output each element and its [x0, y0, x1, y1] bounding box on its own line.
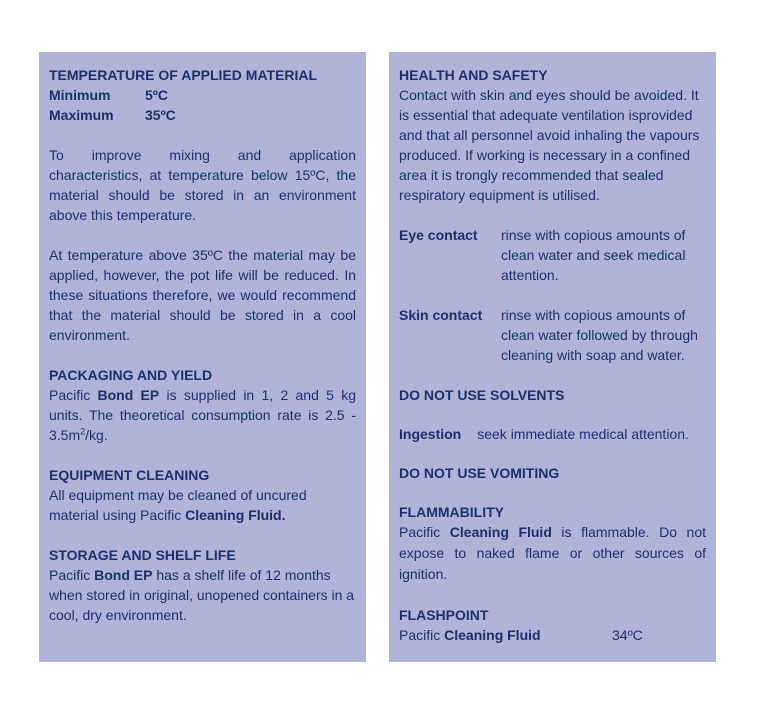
flammability-product: Cleaning Fluid [449, 524, 552, 540]
flammability-text-body: is flammable. Do not expose to naked flame or other sources of ignition. [399, 524, 707, 582]
skin-contact-label: Skin contact [399, 307, 483, 323]
right-panel [389, 52, 716, 662]
health-heading: HEALTH AND SAFETY [399, 67, 548, 83]
flashpoint-product-line [399, 625, 612, 645]
packaging-text-body: is supplied in 1, 2 and 5 kg units. The theoretical consumption rate is 2.5 - 3.5m [49, 387, 356, 443]
cleaning-text-body: All equipment may be cleaned of uncured material using Pacific [49, 487, 307, 523]
eye-contact-label: Eye contact [399, 227, 478, 243]
maximum-label: Maximum [49, 107, 114, 123]
skin-contact-row [399, 305, 706, 365]
ingestion-label: Ingestion [399, 426, 462, 442]
eye-contact-value: rinse with copious amounts of clean water and seek medical attention. [501, 227, 686, 283]
cleaning-heading: EQUIPMENT CLEANING [49, 467, 210, 483]
storage-text-prefix: Pacific [49, 567, 95, 583]
mixing-paragraph: To improve mixing and application characteristics, at temperature below 15ºC, the material should be stored in an environment above this temperature. [49, 147, 356, 223]
flammability-heading: FLAMMABILITY [399, 504, 504, 520]
no-solvents-warning: DO NOT USE SOLVENTS [399, 387, 565, 403]
pot-life-paragraph: At temperature above 35ºC the material may be applied, however, the pot life will be reduced. In these situations therefore, we would recommend that the material should be stored in a cool environment. [49, 247, 356, 343]
no-vomiting-warning: DO NOT USE VOMITING [399, 465, 560, 481]
skin-contact-value: rinse with copious amounts of clean water followed by through cleaning with soap and water. [501, 307, 698, 363]
cleaning-product: Cleaning Fluid. [185, 507, 286, 523]
packaging-text-suffix: /kg. [85, 427, 108, 443]
flashpoint-value: 34ºC [612, 627, 643, 643]
storage-heading: STORAGE AND SHELF LIFE [49, 547, 236, 563]
minimum-row [49, 85, 356, 105]
cleaning-text [49, 485, 356, 525]
flashpoint-row [399, 625, 706, 645]
ingestion-row [399, 424, 706, 444]
packaging-heading: PACKAGING AND YIELD [49, 367, 213, 383]
health-text: Contact with skin and eyes should be avoided. It is essential that adequate ventilation isprovided and that all personnel avoid inhaling the vapours produced. If working is necessary in a confined area it is trongly recommended that sealed respiratory equipment is utilised. [399, 87, 700, 203]
packaging-text-prefix: Pacific [49, 387, 98, 403]
storage-product: Bond EP [94, 567, 153, 583]
minimum-value: 5ºC [145, 87, 169, 103]
minimum-label: Minimum [49, 87, 111, 103]
temperature-heading: TEMPERATURE OF APPLIED MATERIAL [49, 67, 318, 83]
eye-contact-row [399, 225, 706, 285]
packaging-text [49, 385, 356, 445]
maximum-row [49, 105, 356, 125]
flashpoint-product: Cleaning Fluid [444, 627, 541, 643]
storage-text [49, 565, 356, 625]
flashpoint-heading: FLASHPOINT [399, 607, 489, 623]
left-panel [39, 52, 366, 662]
maximum-value: 35ºC [145, 107, 176, 123]
storage-text-body: has a shelf life of 12 months when stored in original, unopened containers in a cool, dry environment. [49, 567, 355, 623]
flashpoint-prefix: Pacific [399, 627, 445, 643]
packaging-superscript: 2 [80, 426, 86, 437]
flammability-text-prefix: Pacific [399, 524, 450, 540]
packaging-product: Bond EP [97, 387, 160, 403]
ingestion-value: seek immediate medical attention. [477, 426, 689, 442]
flammability-text [399, 522, 706, 585]
